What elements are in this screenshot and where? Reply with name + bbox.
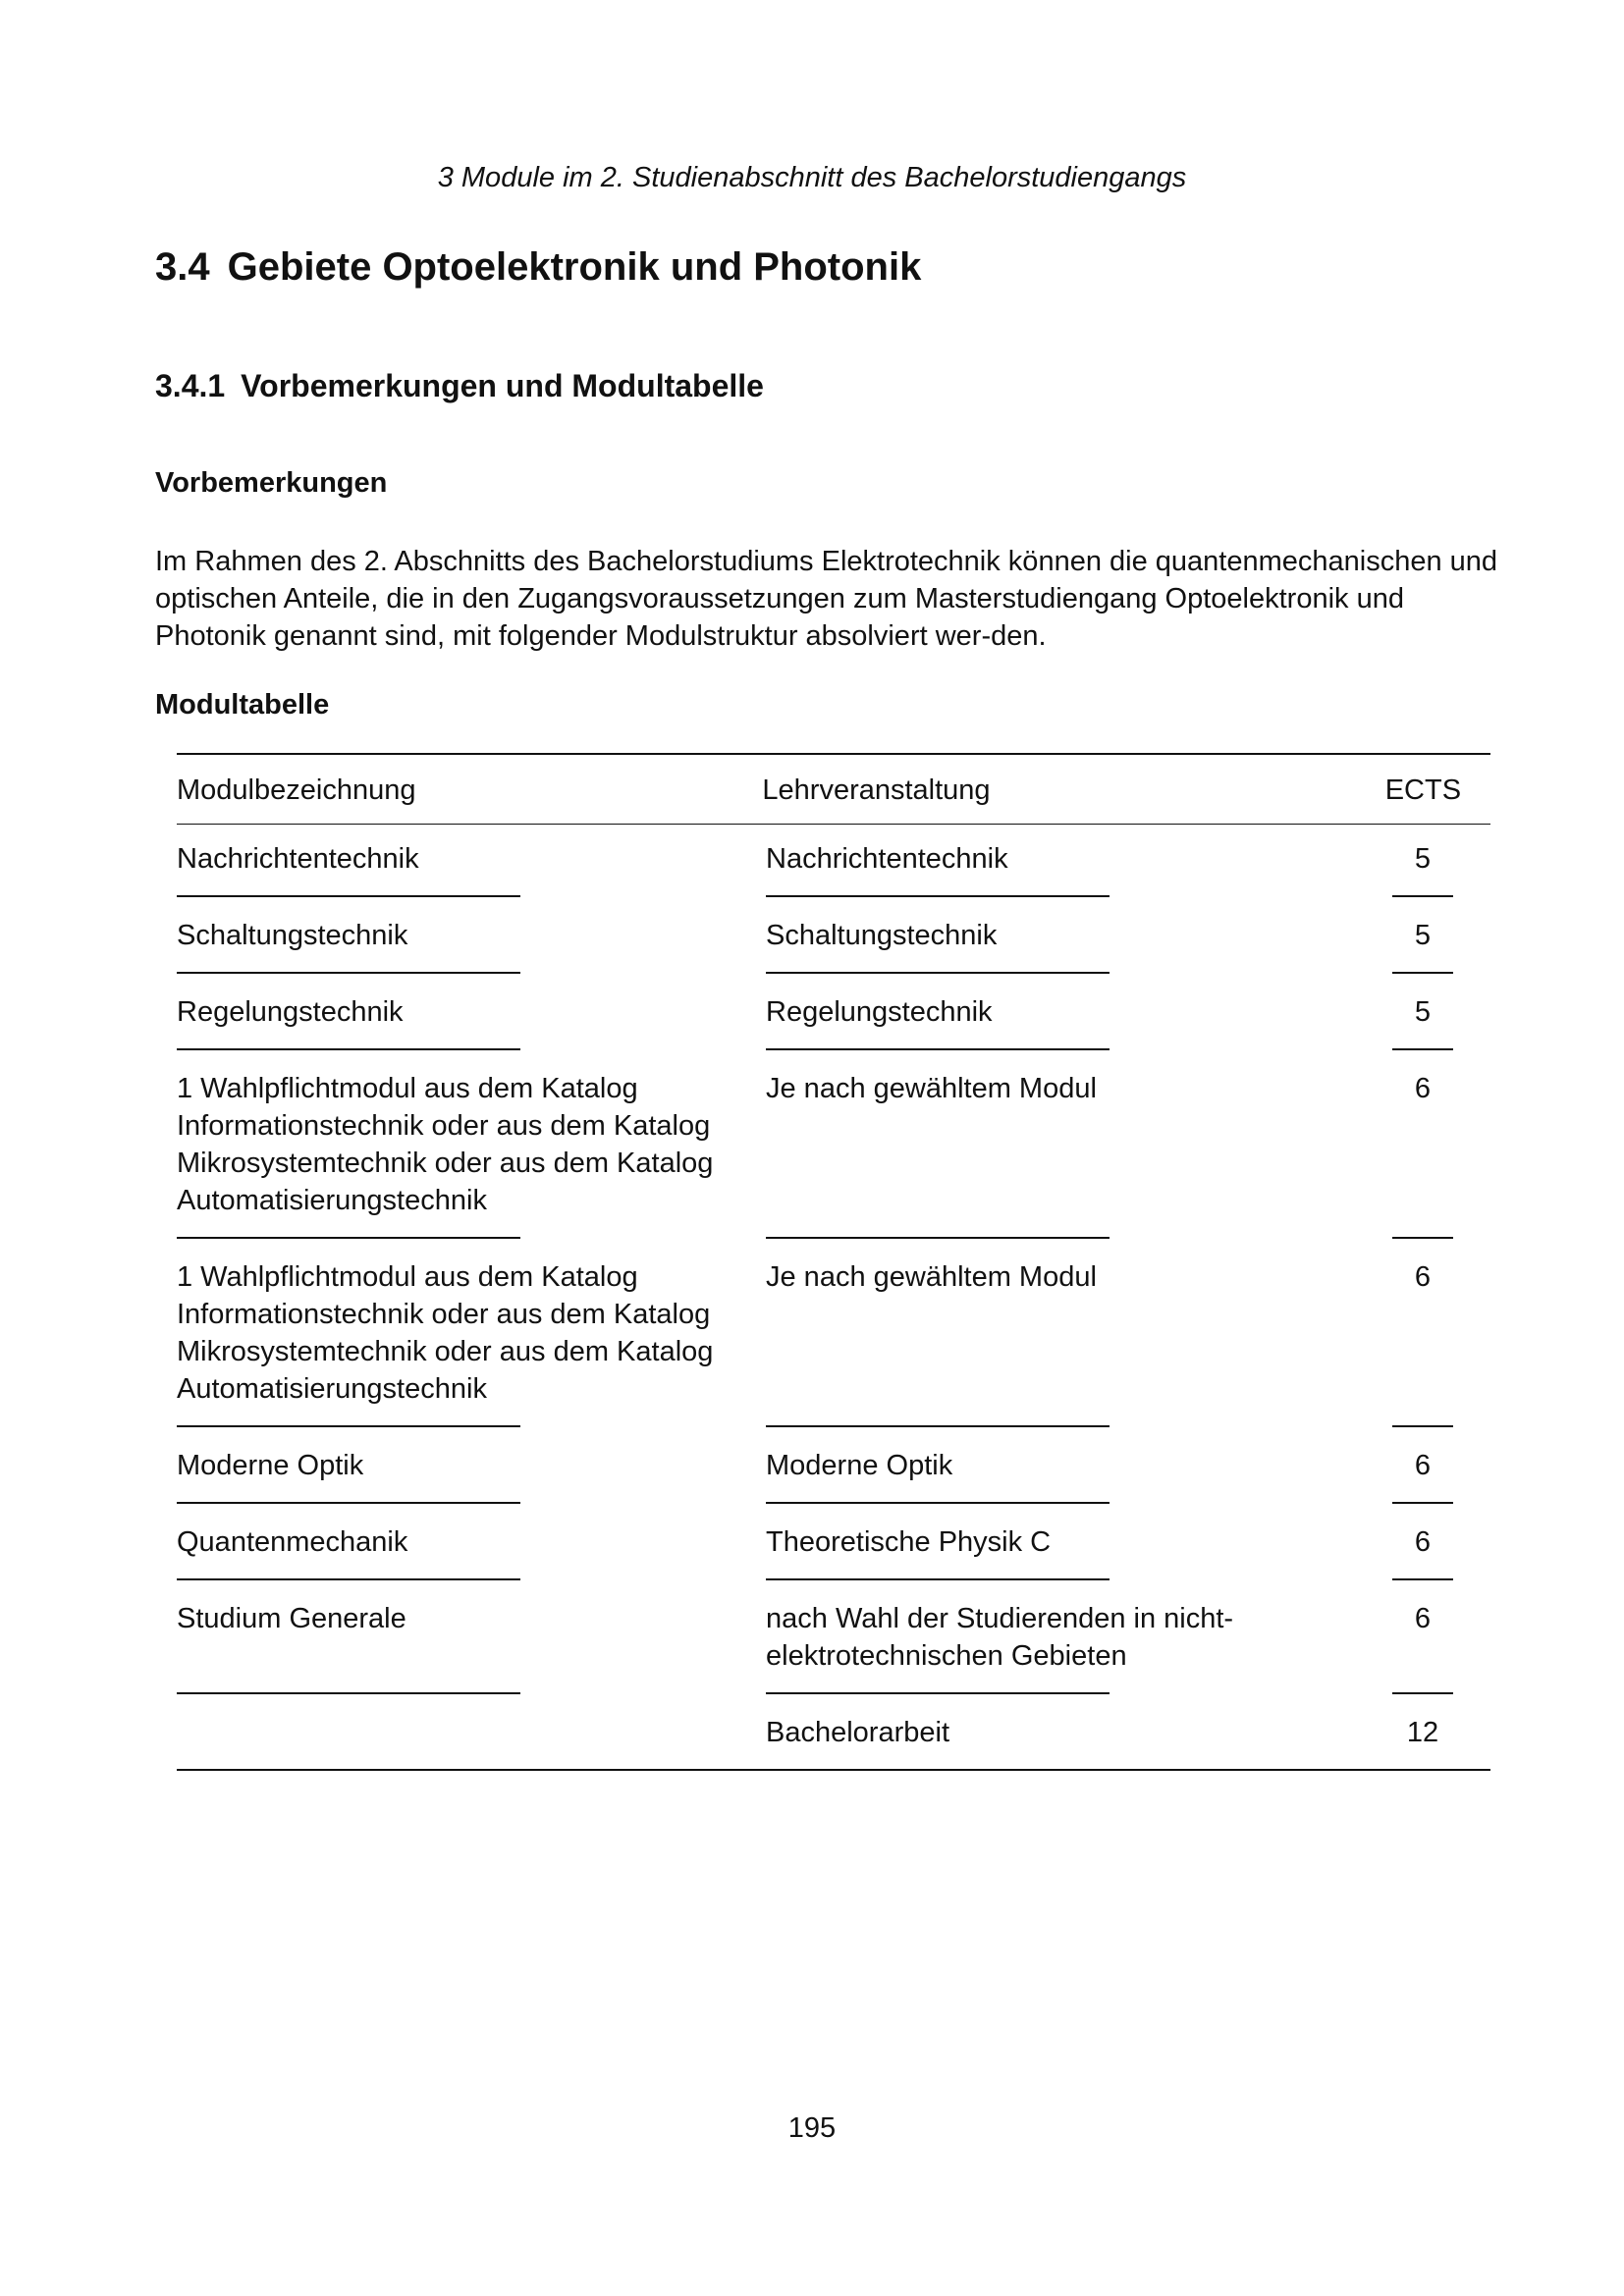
lehrveranstaltung-cell: Schaltungstechnik	[766, 920, 998, 951]
lehrveranstaltung-cell: Theoretische Physik C	[766, 1526, 1052, 1558]
table-row	[177, 1237, 1490, 1408]
page-number: 195	[787, 2112, 837, 2144]
table-row	[177, 825, 1490, 878]
modul-cell: Schaltungstechnik	[177, 920, 408, 951]
modul-cell: 1 Wahlpflichtmodul aus dem Katalog Informationstechnik oder aus dem Katalog Mikrosystemtechnik oder aus dem Katalog Automatisierungstechnik	[177, 1261, 714, 1405]
ects-cell: 5	[1414, 843, 1432, 875]
ects-cell: 12	[1406, 1717, 1439, 1748]
section-number: 3.4	[155, 245, 210, 289]
lehrveranstaltung-cell: Je nach gewähltem Modul	[766, 1073, 1097, 1104]
ects-cell: 5	[1414, 920, 1432, 951]
modul-cell: Quantenmechanik	[177, 1526, 408, 1558]
column-header-lehrveranstaltung: Lehrveranstaltung	[762, 774, 991, 806]
modul-cell: Moderne Optik	[177, 1450, 364, 1481]
running-header: 3 Module im 2. Studienabschnitt des Bachelorstudiengangs	[437, 162, 1187, 193]
table-header	[177, 755, 1490, 824]
ects-cell: 6	[1414, 1450, 1432, 1481]
table-row	[177, 1578, 1490, 1675]
modul-cell: 1 Wahlpflichtmodul aus dem Katalog Informationstechnik oder aus dem Katalog Mikrosystemtechnik oder aus dem Katalog Automatisierungstechnik	[177, 1073, 714, 1216]
table-row	[177, 1692, 1490, 1769]
modul-cell: Regelungstechnik	[177, 996, 404, 1028]
subsection-heading	[155, 368, 764, 404]
ects-cell: 5	[1414, 996, 1432, 1028]
table-row	[177, 1048, 1490, 1219]
ects-cell: 6	[1414, 1603, 1432, 1634]
modultabelle-heading: Modultabelle	[155, 689, 330, 721]
vorbemerkungen-heading: Vorbemerkungen	[155, 467, 388, 499]
modul-cell	[177, 1714, 766, 1751]
table-row	[177, 1425, 1490, 1484]
modul-cell: Studium Generale	[177, 1603, 406, 1634]
table-row	[177, 895, 1490, 954]
table-row	[177, 1502, 1490, 1561]
module-table	[177, 753, 1490, 1771]
lehrveranstaltung-cell: Regelungstechnik	[766, 996, 993, 1028]
lehrveranstaltung-cell: Nachrichtentechnik	[766, 843, 1008, 875]
modul-cell: Nachrichtentechnik	[177, 843, 419, 875]
column-header-ects: ECTS	[1384, 774, 1462, 806]
subsection-title: Vorbemerkungen und Modultabelle	[241, 368, 764, 403]
column-header-modul: Modulbezeichnung	[177, 774, 416, 806]
lehrveranstaltung-cell: Bachelorarbeit	[766, 1717, 949, 1748]
lehrveranstaltung-cell: Moderne Optik	[766, 1450, 953, 1481]
table-bottom-rule	[177, 1769, 1490, 1771]
subsection-number: 3.4.1	[155, 368, 226, 403]
table-row	[177, 972, 1490, 1031]
section-title: Gebiete Optoelektronik und Photonik	[227, 245, 922, 289]
vorbemerkungen-text: Im Rahmen des 2. Abschnitts des Bachelorstudiums Elektrotechnik können die quantenmechanischen und optischen Anteile, die in den Zugangsvoraussetzungen zum Masterstudiengang Optoelektronik und Photonik genannt sind, mit folgender Modulstruktur absolviert wer-den.	[155, 546, 1498, 652]
ects-cell: 6	[1414, 1526, 1432, 1558]
section-heading	[155, 245, 921, 290]
ects-cell: 6	[1414, 1261, 1432, 1293]
lehrveranstaltung-cell: nach Wahl der Studierenden in nicht-elektrotechnischen Gebieten	[766, 1603, 1234, 1672]
lehrveranstaltung-cell: Je nach gewähltem Modul	[766, 1261, 1097, 1293]
ects-cell: 6	[1414, 1073, 1432, 1104]
